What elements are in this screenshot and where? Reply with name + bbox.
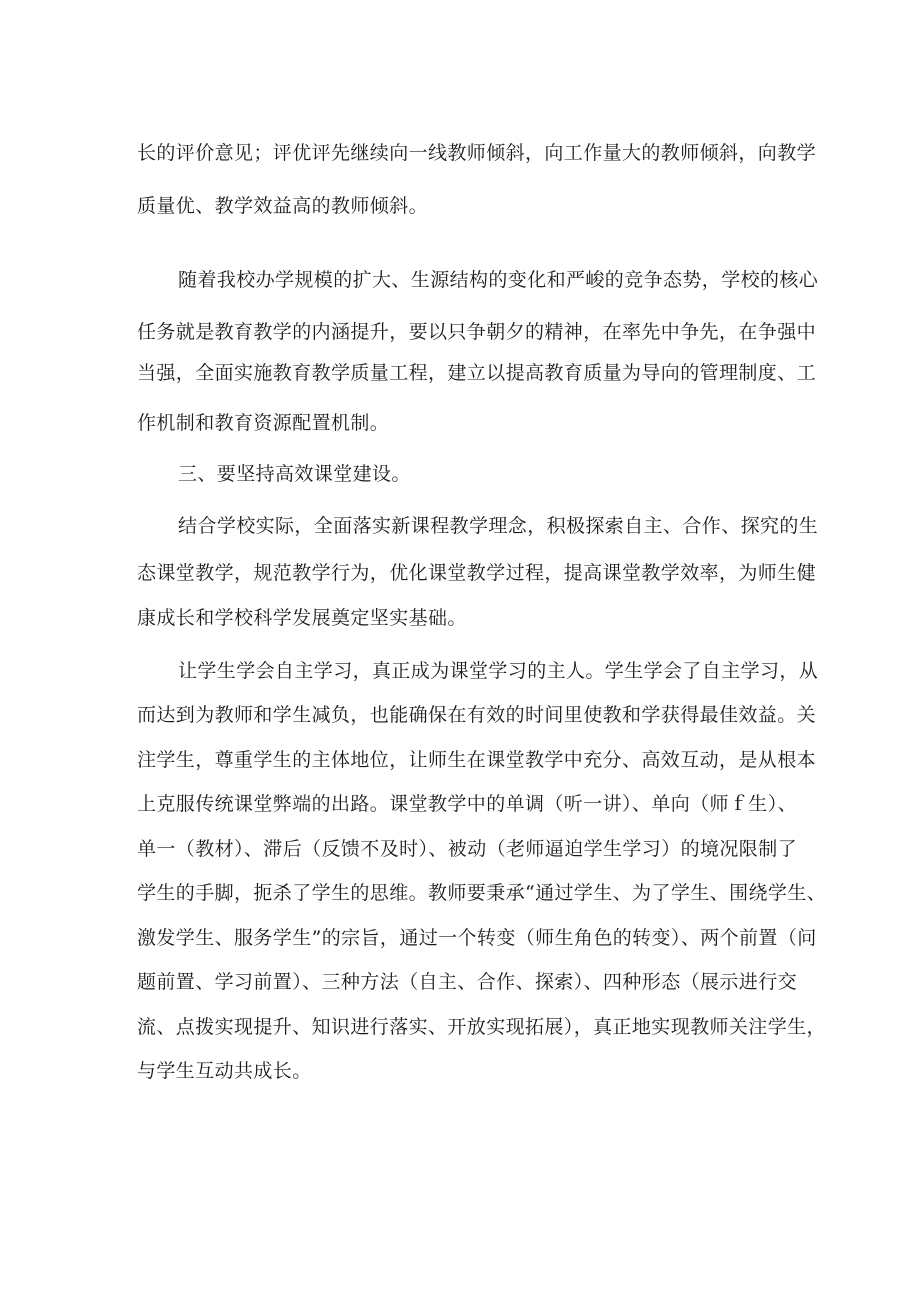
text-line: 让学生学会自主学习，真正成为课堂学习的主人。学生学会了自主学习，从 (178, 660, 819, 682)
text-line: 单一（教材）、滞后（反馈不及时）、被动（老师逼迫学生学习）的境况限制了 (137, 838, 798, 860)
text-line: 随着我校办学规模的扩大、生源结构的变化和严峻的竞争态势，学校的核心 (178, 269, 819, 291)
text-line: 而达到为教师和学生减负，也能确保在有效的时间里使教和学获得最佳效益。关 (137, 704, 817, 726)
text-line: 结合学校实际，全面落实新课程教学理念，积极探索自主、合作、探究的生 (178, 515, 819, 537)
text-line: 题前置、学习前置）、三种方法（自主、合作、探索）、四种形态（展示进行交 (137, 971, 798, 993)
text-line: 流、点拨实现提升、知识进行落实、开放实现拓展），真正地实现教师关注学生， (137, 1016, 826, 1038)
text-line: 激发学生、服务学生”的宗旨，通过一个转变（师生角色的转变）、两个前置（问 (137, 927, 817, 949)
text-line: 康成长和学校科学发展奠定坚实基础。 (137, 607, 467, 629)
text-line: 注学生，尊重学生的主体地位，让师生在课堂教学中充分、高效互动，是从根本 (137, 749, 817, 771)
text-line: 质量优、教学效益高的教师倾斜。 (137, 195, 429, 217)
section-heading: 三、要坚持高效课堂建设。 (178, 463, 411, 485)
text-line: 长的评价意见；评优评先继续向一线教师倾斜，向工作量大的教师倾斜，向教学 (137, 142, 817, 164)
text-line: 与学生互动共成长。 (137, 1060, 312, 1082)
text-line: 任务就是教育教学的内涵提升，要以只争朝夕的精神，在率先中争先，在争强中 (137, 321, 817, 343)
text-line: 学生的手脚，扼杀了学生的思维。教师要秉承“通过学生、为了学生、围绕学生、 (137, 882, 827, 904)
text-line: 作机制和教育资源配置机制。 (137, 412, 390, 434)
text-line: 当强，全面实施教育教学质量工程，建立以提高教育质量为导向的管理制度、工 (137, 362, 817, 384)
text-line: 态课堂教学，规范教学行为，优化课堂教学过程，提高课堂教学效率，为师生健 (137, 562, 817, 584)
text-line: 上克服传统课堂弊端的出路。课堂教学中的单调（听一讲）、单向（师ｆ生）、 (137, 793, 798, 815)
